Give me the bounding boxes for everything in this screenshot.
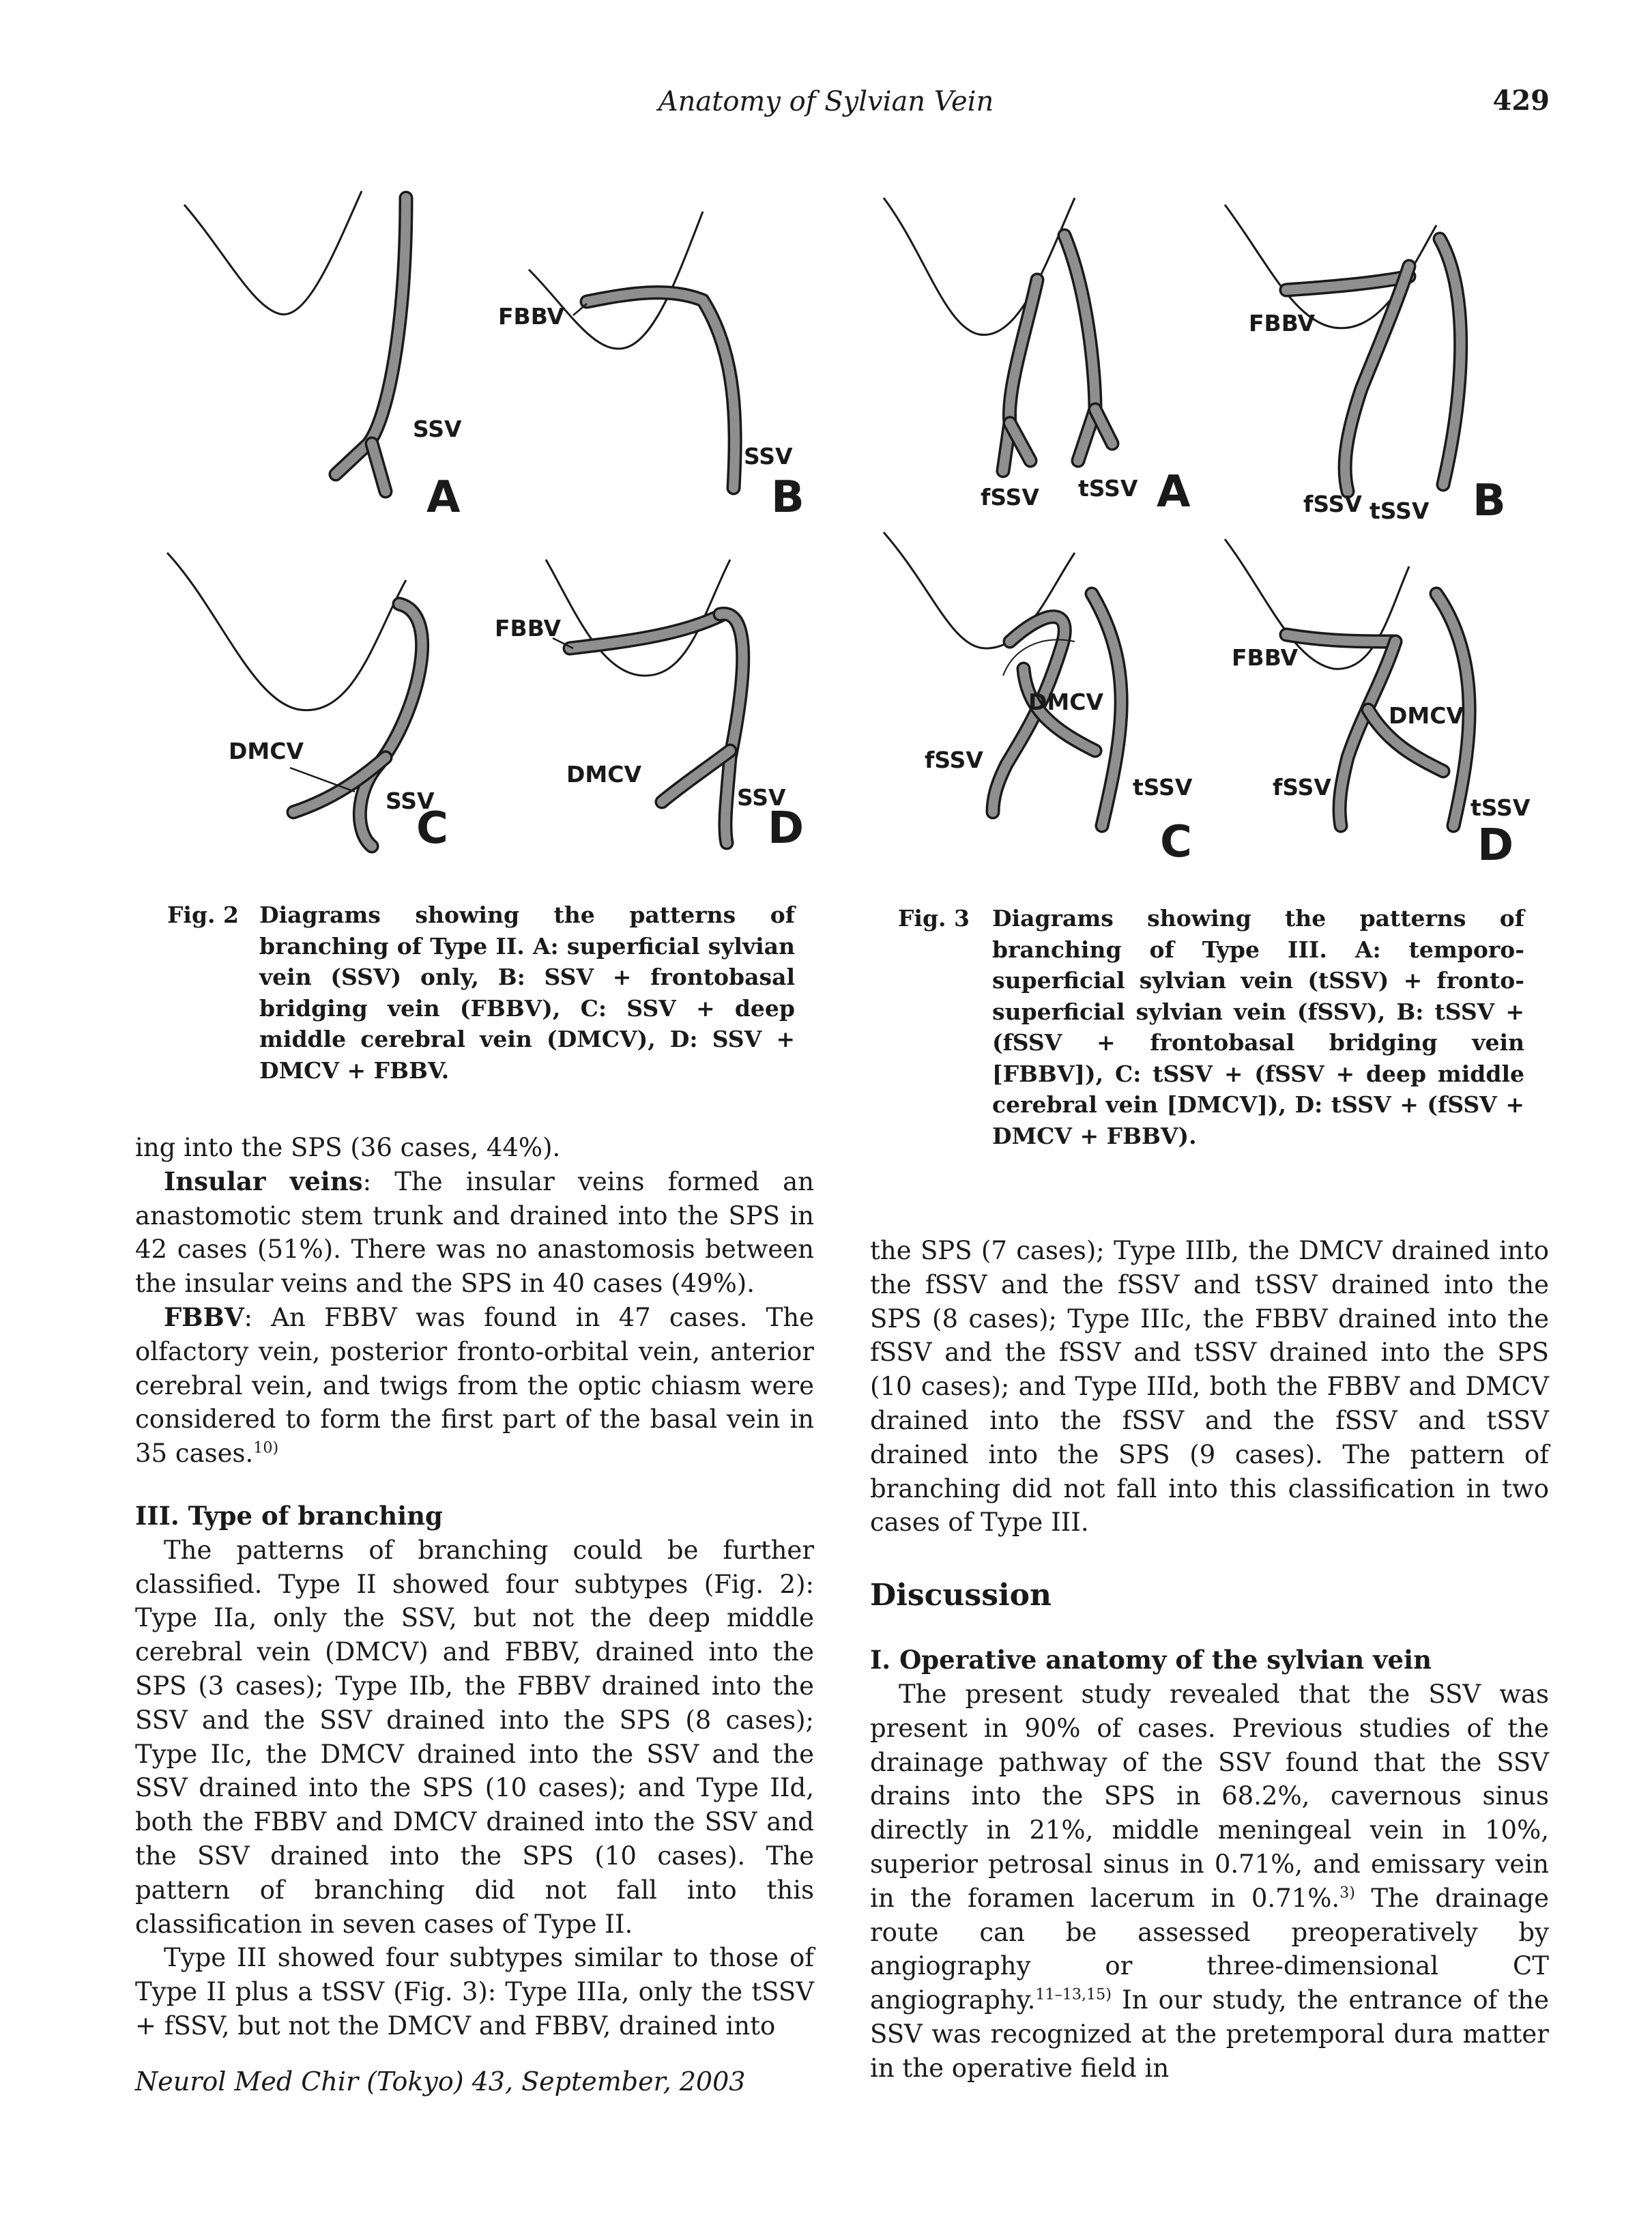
fig2-caption-text: Diagrams showing the patterns of branching of Type II. A: superficial sylvian vein (SSV) only, B: SSV + frontobasal bridging vein (FBBV), C: SSV + deep middle cerebral vein (DMCV), D: SSV + DMCV + FBBV. [259,902,795,1084]
fig2-d-letter: D [768,803,805,854]
fig3-caption-label: Fig. 3 [898,905,970,932]
left-column [135,1131,814,2043]
right-p1: the SPS (7 cases); Type IIIb, the DMCV drained into the fSSV and the fSSV and tSSV drained into the SPS (8 cases); Type IIIc, the FBBV drained into the fSSV and the fSSV and tSSV drained into the SPS (10 cases); and Type IIId, both the FBBV and DMCV drained into the fSSV and the fSSV and tSSV drained into the SPS (9 cases). The pattern of branching did not fall into this classification in two cases of Type III. [870,1236,1549,1538]
fig2-panel-d [495,560,804,854]
right-p2-a: The present study revealed that the SSV was present in 90% of cases. Previous studies of the drainage pathway of the SSV found that the SSV drains into the SPS in 68.2%, cavernous sinus directly in 21%, middle meningeal vein in 10%, superior petrosal sinus in 0.71%, and emissary vein in the foramen lacerum in 0.71%. [870,1679,1549,1913]
fig2-panel-b [498,212,805,523]
fig2-a-label-ssv: SSV [413,416,462,442]
fig3-b-letter: B [1473,476,1506,526]
figure-2 [136,171,826,867]
left-p3 [135,1301,814,1471]
fig2-b-label-fbbv: FBBV [498,303,565,330]
left-section-heading: III. Type of branching [135,1500,443,1531]
left-p5: Type III showed four subtypes similar to those of Type II plus a tSSV (Fig. 3): Type IIIa, only the tSSV + fSSV, but not the DMCV and FBBV, drained into [135,1943,814,2041]
fig2-d-label-dmcv: DMCV [566,761,641,788]
left-p4: The patterns of branching could be further classified. Type II showed four subtypes (Fig. 2): Type IIa, only the SSV, but not the deep middle cerebral vein (DMCV) and FBBV, drained into the SPS (3 cases); Type IIb, the FBBV drained into the SSV and the SSV drained into the SPS (8 cases); Type IIc, the DMCV drained into the SSV and the SSV drained into the SPS (10 cases); and Type IId, both the FBBV and DMCV drained into the SSV and the SSV drained into the SPS (10 cases). The pattern of branching did not fall into this classification in seven cases of Type II. [135,1535,814,1939]
figure-3 [870,171,1552,874]
journal-footer: Neurol Med Chir (Tokyo) 43, September, 2003 [135,2066,746,2097]
right-p2-c: In our study, the entrance of the SSV was recognized at the pretemporal dura matter in the operative field in [870,1985,1549,2083]
left-p3-body: : An FBBV was found in 47 cases. The olfactory vein, posterior fronto-orbital vein, anterior cerebral vein, and twigs from the optic chiasm were considered to form the first part of the basal vein in 35 cases. [135,1302,814,1469]
fig2-b-label-ssv: SSV [744,443,793,470]
fig2-caption [167,899,795,1086]
right-column [870,1234,1549,2086]
fig2-c-letter: C [416,803,448,854]
fig2-c-label-ssv: SSV [386,788,435,814]
fig3-a-label-tssv: tSSV [1078,475,1138,502]
fig2-panel-a [184,191,462,523]
fig2-d-label-ssv: SSV [737,784,786,811]
left-p2-head: Insular veins [164,1166,363,1196]
fig3-caption [898,903,1524,1151]
fig3-panel-a [884,198,1191,517]
fig3-c-letter: C [1160,817,1192,867]
fig2-d-label-fbbv: FBBV [495,615,562,642]
fig2-b-letter: B [771,472,805,523]
fig2-c-label-dmcv: DMCV [229,738,304,764]
fig3-panel-b [1225,205,1506,526]
fig2-caption-label: Fig. 2 [167,902,239,928]
fig3-c-label-tssv: tSSV [1133,774,1193,801]
fig3-d-label-tssv: tSSV [1470,794,1531,821]
fig3-panel-d [1225,539,1531,871]
left-p3-head: FBBV [164,1301,244,1332]
running-title: Anatomy of Sylvian Vein [658,86,994,117]
left-p2 [135,1165,814,1301]
page-number: 429 [1492,85,1550,117]
fig2-a-letter: A [426,472,461,523]
right-p2-b: The drainage route can be assessed preoperatively by angiography or three-dimensional CT angiography. [870,1883,1549,2015]
fig2-panel-c [167,553,448,854]
fig3-b-label-tssv: tSSV [1370,498,1430,524]
right-p2-ref1: 3) [1339,1884,1355,1902]
fig3-b-label-fssv: fSSV [1303,491,1362,517]
fig3-b-label-fbbv: FBBV [1249,310,1316,336]
fig3-d-letter: D [1477,820,1514,871]
fig3-a-letter: A [1157,467,1191,517]
discussion-heading: Discussion [870,1578,1052,1613]
fig3-a-label-fssv: fSSV [981,484,1039,510]
fig3-c-label-dmcv: DMCV [1028,689,1103,715]
left-p1: ing into the SPS (36 cases, 44%). [135,1133,561,1162]
fig3-panel-c [884,532,1193,867]
right-p2-ref2: 11–13,15) [1035,1985,1112,2004]
fig3-d-label-fssv: fSSV [1273,774,1331,801]
left-p2-body: : The insular veins formed an anastomotic stem trunk and drained into the SPS in 42 cases (51%). There was no anastomosis between the insular veins and the SPS in 40 cases (49%). [135,1166,814,1299]
right-p2 [870,1677,1549,2086]
fig3-caption-text: Diagrams showing the patterns of branching of Type III. A: temporo-superficial sylvian vein (tSSV) + fronto-superficial sylvian vein (fSSV), B: tSSV + (fSSV + frontobasal bridging vein [FBBV]), C: tSSV + (fSSV + deep middle cerebral vein [DMCV]), D: tSSV + (fSSV + DMCV + FBBV). [992,905,1524,1149]
fig3-c-label-fssv: fSSV [925,747,983,773]
fig3-d-label-fbbv: FBBV [1232,644,1299,671]
right-section-heading: I. Operative anatomy of the sylvian vein [870,1645,1432,1675]
left-p3-ref: 10) [253,1439,279,1457]
fig3-d-label-dmcv: DMCV [1389,702,1464,729]
